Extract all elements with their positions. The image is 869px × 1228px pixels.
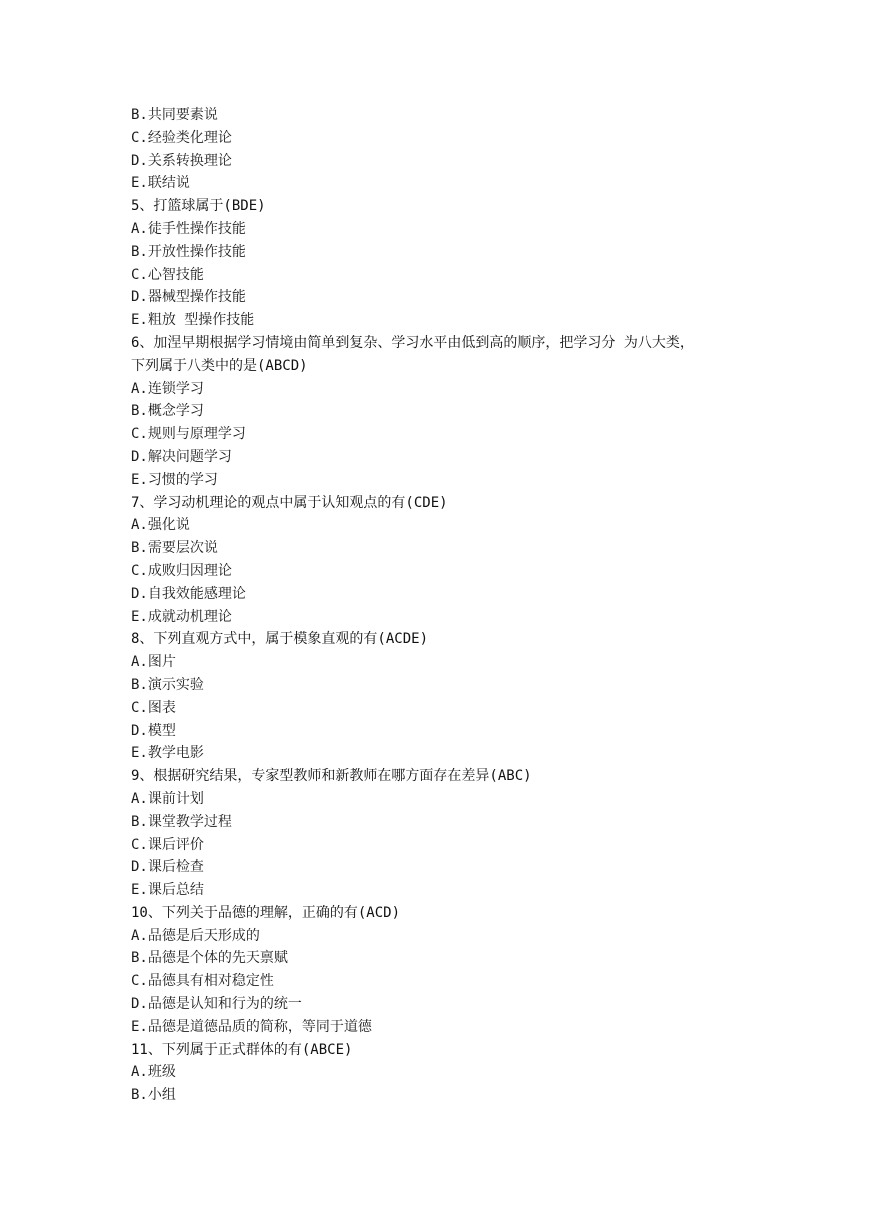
option-line: C.心智技能 xyxy=(131,266,204,283)
question-6: 6、加涅早期根据学习情境由简单到复杂、学习水平由低到高的顺序，把学习分 为八大类， xyxy=(131,334,694,351)
option-line: C.成败归因理论 xyxy=(131,562,232,579)
question-5: 5、打篮球属于(BDE) xyxy=(131,198,266,215)
option-line: D.模型 xyxy=(131,722,176,739)
option-line: E.成就动机理论 xyxy=(131,608,232,625)
option-line: E.联结说 xyxy=(131,175,190,192)
option-line: C.课后评价 xyxy=(131,836,204,853)
option-line: C.规则与原理学习 xyxy=(131,426,246,443)
option-line: B.演示实验 xyxy=(131,676,204,693)
option-line: E.习惯的学习 xyxy=(131,471,218,488)
question-11: 11、下列属于正式群体的有(ABCE) xyxy=(131,1041,353,1058)
option-line: D.解决问题学习 xyxy=(131,448,232,465)
question-10: 10、下列关于品德的理解，正确的有(ACD) xyxy=(131,904,401,921)
option-line: E.粗放 型操作技能 xyxy=(131,312,255,329)
question-6-continuation: 下列属于八类中的是(ABCD) xyxy=(131,357,308,374)
option-line: A.课前计划 xyxy=(131,790,204,807)
option-line: E.品德是道德品质的简称，等同于道德 xyxy=(131,1018,372,1035)
option-line: B.共同要素说 xyxy=(131,107,218,123)
question-8: 8、下列直观方式中，属于模象直观的有(ACDE) xyxy=(131,631,428,648)
question-7: 7、学习动机理论的观点中属于认知观点的有(CDE) xyxy=(131,494,448,511)
document-body xyxy=(131,104,751,1107)
option-line: E.教学电影 xyxy=(131,745,204,762)
option-line: D.器械型操作技能 xyxy=(131,289,246,306)
option-line: C.品德具有相对稳定性 xyxy=(131,973,274,990)
option-line: B.开放性操作技能 xyxy=(131,243,246,260)
option-line: B.品德是个体的先天禀赋 xyxy=(131,950,288,967)
option-line: B.概念学习 xyxy=(131,403,204,420)
option-line: B.需要层次说 xyxy=(131,540,218,557)
option-line: E.课后总结 xyxy=(131,882,204,899)
option-line: A.班级 xyxy=(131,1064,176,1081)
question-9: 9、根据研究结果，专家型教师和新教师在哪方面存在差异(ABC) xyxy=(131,768,532,785)
option-line: A.图片 xyxy=(131,654,176,671)
option-line: D.自我效能感理论 xyxy=(131,585,246,602)
option-line: C.图表 xyxy=(131,699,176,716)
option-line: A.徒手性操作技能 xyxy=(131,220,246,237)
option-line: A.品德是后天形成的 xyxy=(131,927,260,944)
option-line: D.关系转换理论 xyxy=(131,152,232,169)
option-line: D.课后检查 xyxy=(131,859,204,876)
option-line: A.强化说 xyxy=(131,517,190,534)
option-line: B.课堂教学过程 xyxy=(131,813,232,830)
option-line: C.经验类化理论 xyxy=(131,129,232,146)
option-line: A.连锁学习 xyxy=(131,380,204,397)
option-line: D.品德是认知和行为的统一 xyxy=(131,996,302,1013)
option-line: B.小组 xyxy=(131,1087,176,1104)
